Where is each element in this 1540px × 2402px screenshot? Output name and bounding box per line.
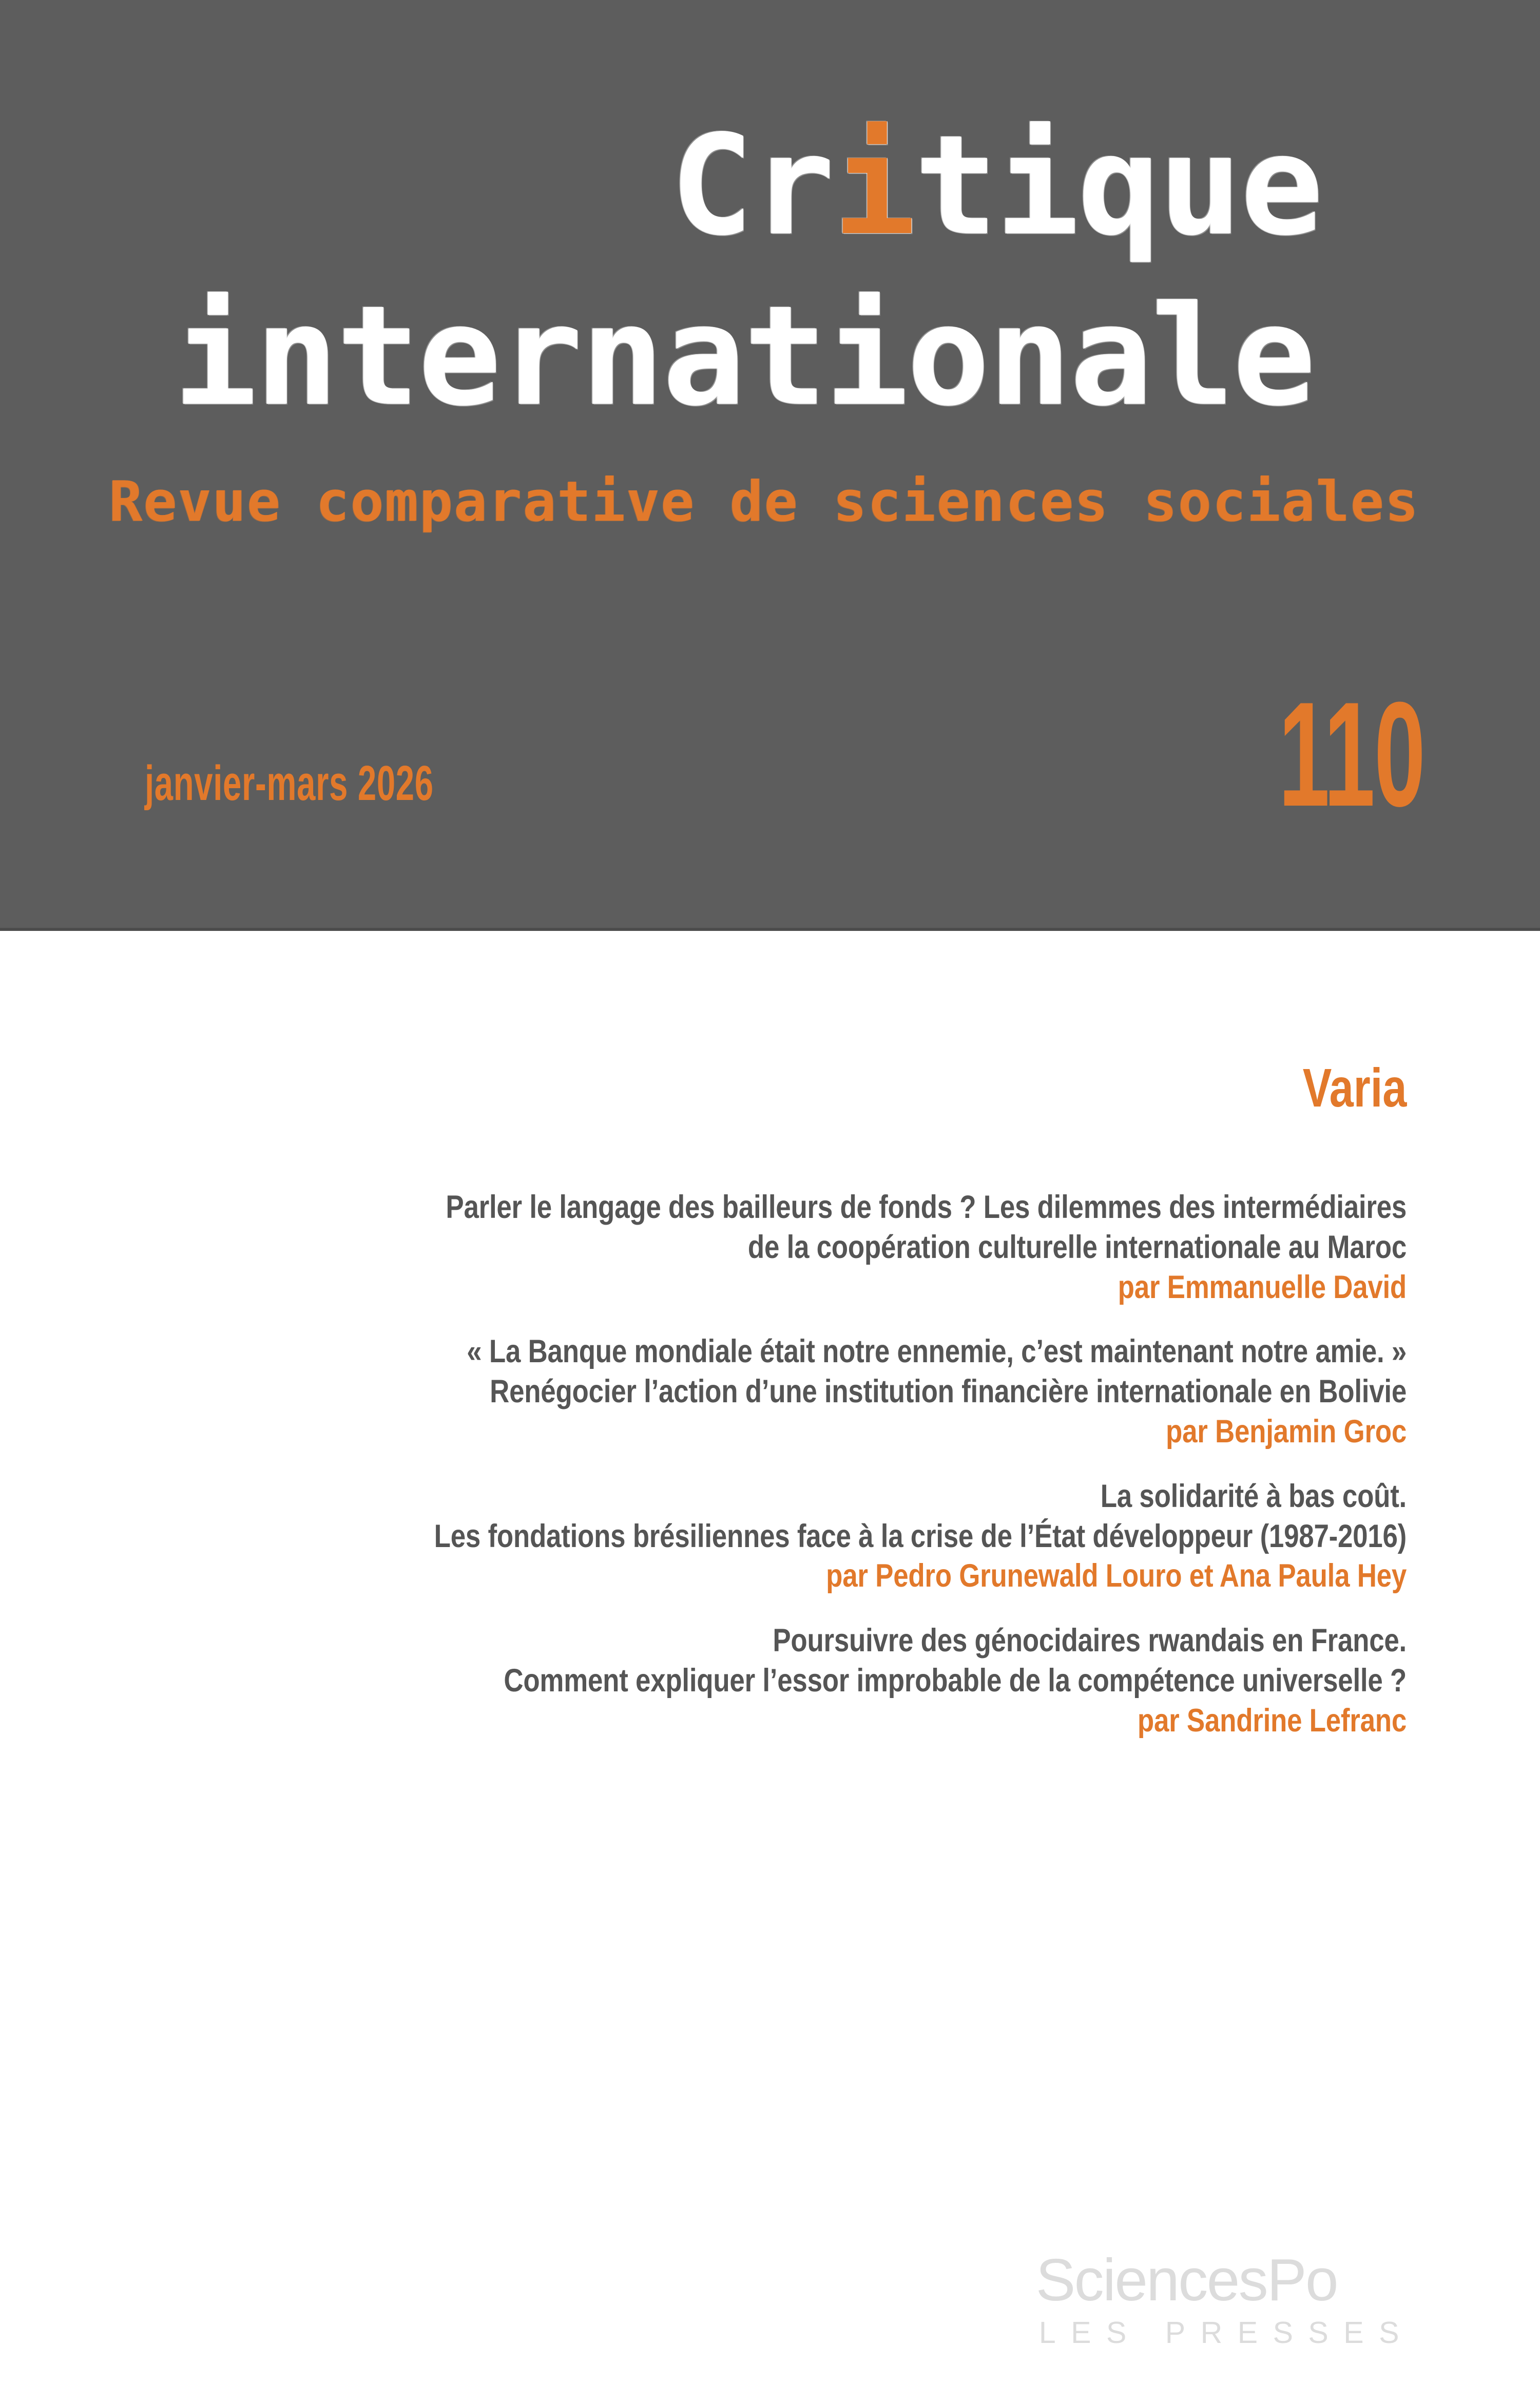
toc-entry-title-line: Les fondations brésiliennes face à la crise de l’État développeur (1987-2016)	[434, 1518, 1407, 1554]
toc-entry[interactable]	[133, 1477, 1407, 1596]
issue-date: janvier-mars 2026	[145, 756, 434, 811]
toc-entry-title-line: « La Banque mondiale était notre ennemie, c’est maintenant notre amie. »	[467, 1333, 1407, 1370]
section-heading-varia: Varia	[1302, 1058, 1407, 1118]
journal-title-part-before-dot: Cr	[670, 106, 833, 266]
toc-entry-author: par Sandrine Lefranc	[1137, 1702, 1407, 1739]
toc-entry-author: par Benjamin Groc	[1166, 1413, 1407, 1450]
toc-entry-title-line: Poursuivre des génocidaires rwandais en France.	[773, 1623, 1407, 1659]
journal-title-line-1	[670, 106, 1322, 266]
toc-entry-title-line: La solidarité à bas coût.	[1100, 1478, 1407, 1514]
toc-entry[interactable]	[133, 1621, 1407, 1741]
journal-title-accent-letter-i: i	[833, 106, 915, 266]
cover-content-area	[0, 931, 1540, 2402]
toc-entry[interactable]	[133, 1188, 1407, 1307]
journal-subtitle: Revue comparative de sciences sociales	[109, 470, 1419, 534]
cover-header-band	[0, 0, 1540, 931]
issue-number: 110	[1278, 671, 1424, 837]
toc-entry[interactable]	[133, 1332, 1407, 1452]
journal-title-line-2: internationale	[174, 276, 1314, 436]
publisher-logo	[1035, 2246, 1414, 2350]
toc-entry-title-line: Renégocier l’action d’une institution financière internationale en Bolivie	[490, 1374, 1407, 1410]
toc-entry-title-line: Parler le langage des bailleurs de fonds ? Les dilemmes des intermédiaires	[446, 1189, 1407, 1225]
publisher-logo-subline: LES PRESSES	[1038, 2316, 1414, 2350]
journal-title-part-after-dot: tique	[914, 106, 1322, 266]
table-of-contents	[133, 1188, 1407, 1766]
toc-entry-author: par Emmanuelle David	[1118, 1269, 1407, 1305]
publisher-logo-name: SciencesPo	[1035, 2246, 1337, 2313]
toc-entry-title-line: Comment expliquer l’essor improbable de la compétence universelle ?	[504, 1662, 1407, 1699]
toc-entry-author: par Pedro Grunewald Louro et Ana Paula Hey	[826, 1558, 1407, 1594]
toc-entry-title-line: de la coopération culturelle internationale au Maroc	[747, 1229, 1407, 1265]
